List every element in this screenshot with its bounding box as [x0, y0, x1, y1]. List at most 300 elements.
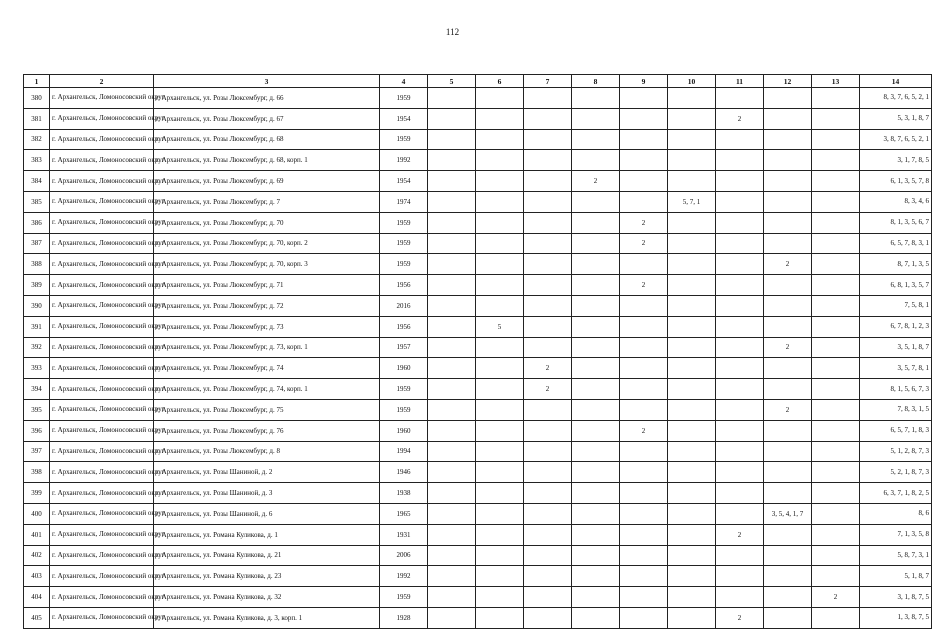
- col8-cell: [572, 399, 620, 420]
- col9-cell: [620, 566, 668, 587]
- table-row: [24, 379, 932, 400]
- year-cell: 1959: [380, 379, 428, 400]
- col8-cell: 2: [572, 171, 620, 192]
- district-cell: г. Архангельск, Ломоносовский округ: [50, 483, 154, 504]
- col5-cell: [428, 108, 476, 129]
- col13-cell: [812, 108, 860, 129]
- row-number-cell: 400: [24, 503, 50, 524]
- col9-cell: [620, 191, 668, 212]
- col8-cell: [572, 462, 620, 483]
- col9-cell: [620, 607, 668, 628]
- col11-cell: [716, 171, 764, 192]
- col8-cell: [572, 212, 620, 233]
- col12-cell: [764, 379, 812, 400]
- district-cell: г. Архангельск, Ломоносовский округ: [50, 88, 154, 109]
- table-row: [24, 441, 932, 462]
- col9-cell: [620, 129, 668, 150]
- col8-cell: [572, 316, 620, 337]
- column-header-1: 1: [24, 75, 50, 88]
- col10-cell: [668, 212, 716, 233]
- col10-cell: [668, 483, 716, 504]
- col13-cell: [812, 545, 860, 566]
- address-cell: г. Архангельск, ул. Романа Куликова, д. 1: [154, 524, 380, 545]
- col10-cell: [668, 150, 716, 171]
- col14-cell: 3, 5, 7, 8, 1: [860, 358, 932, 379]
- col10-cell: [668, 420, 716, 441]
- col9-cell: [620, 108, 668, 129]
- row-number-cell: 398: [24, 462, 50, 483]
- col8-cell: [572, 358, 620, 379]
- col6-cell: [476, 420, 524, 441]
- address-cell: г. Архангельск, ул. Розы Люксембург, д. 76: [154, 420, 380, 441]
- col5-cell: [428, 462, 476, 483]
- col6-cell: [476, 462, 524, 483]
- col14-cell: 8, 3, 7, 6, 5, 2, 1: [860, 88, 932, 109]
- col14-cell: 3, 1, 8, 7, 5: [860, 587, 932, 608]
- col14-cell: 8, 1, 3, 5, 6, 7: [860, 212, 932, 233]
- year-cell: 1959: [380, 212, 428, 233]
- col11-cell: [716, 233, 764, 254]
- col8-cell: [572, 295, 620, 316]
- col6-cell: [476, 607, 524, 628]
- col13-cell: [812, 150, 860, 171]
- col5-cell: [428, 545, 476, 566]
- col5-cell: [428, 316, 476, 337]
- col14-cell: 6, 7, 8, 1, 2, 3: [860, 316, 932, 337]
- district-cell: г. Архангельск, Ломоносовский округ: [50, 337, 154, 358]
- col6-cell: [476, 483, 524, 504]
- col5-cell: [428, 88, 476, 109]
- col10-cell: [668, 358, 716, 379]
- col8-cell: [572, 275, 620, 296]
- col6-cell: [476, 150, 524, 171]
- col11-cell: 2: [716, 108, 764, 129]
- col9-cell: [620, 150, 668, 171]
- row-number-cell: 396: [24, 420, 50, 441]
- col5-cell: [428, 399, 476, 420]
- col7-cell: [524, 337, 572, 358]
- col7-cell: [524, 88, 572, 109]
- col12-cell: [764, 233, 812, 254]
- district-cell: г. Архангельск, Ломоносовский округ: [50, 399, 154, 420]
- col11-cell: [716, 462, 764, 483]
- col7-cell: [524, 254, 572, 275]
- col12-cell: [764, 587, 812, 608]
- year-cell: 1938: [380, 483, 428, 504]
- col14-cell: 8, 1, 5, 6, 7, 3: [860, 379, 932, 400]
- col13-cell: [812, 212, 860, 233]
- row-number-cell: 392: [24, 337, 50, 358]
- col7-cell: [524, 399, 572, 420]
- col14-cell: 6, 5, 7, 1, 8, 3: [860, 420, 932, 441]
- col9-cell: [620, 399, 668, 420]
- row-number-cell: 403: [24, 566, 50, 587]
- col9-cell: [620, 337, 668, 358]
- col14-cell: 7, 5, 8, 1: [860, 295, 932, 316]
- col9-cell: [620, 503, 668, 524]
- col6-cell: [476, 212, 524, 233]
- address-cell: г. Архангельск, ул. Розы Люксембург, д. 71: [154, 275, 380, 296]
- col8-cell: [572, 150, 620, 171]
- row-number-cell: 390: [24, 295, 50, 316]
- col9-cell: [620, 254, 668, 275]
- col12-cell: 2: [764, 337, 812, 358]
- district-cell: г. Архангельск, Ломоносовский округ: [50, 295, 154, 316]
- year-cell: 1960: [380, 358, 428, 379]
- col12-cell: [764, 191, 812, 212]
- table-row: [24, 483, 932, 504]
- col6-cell: 5: [476, 316, 524, 337]
- year-cell: 1959: [380, 399, 428, 420]
- col10-cell: [668, 316, 716, 337]
- col8-cell: [572, 379, 620, 400]
- district-cell: г. Архангельск, Ломоносовский округ: [50, 275, 154, 296]
- district-cell: г. Архангельск, Ломоносовский округ: [50, 545, 154, 566]
- col7-cell: [524, 212, 572, 233]
- col9-cell: [620, 483, 668, 504]
- col6-cell: [476, 254, 524, 275]
- col12-cell: [764, 88, 812, 109]
- year-cell: 1931: [380, 524, 428, 545]
- col14-cell: 6, 3, 7, 1, 8, 2, 5: [860, 483, 932, 504]
- col14-cell: 6, 1, 3, 5, 7, 8: [860, 171, 932, 192]
- col5-cell: [428, 358, 476, 379]
- row-number-cell: 387: [24, 233, 50, 254]
- col9-cell: [620, 295, 668, 316]
- col6-cell: [476, 545, 524, 566]
- col8-cell: [572, 129, 620, 150]
- col10-cell: [668, 88, 716, 109]
- col7-cell: [524, 441, 572, 462]
- year-cell: 1974: [380, 191, 428, 212]
- address-cell: г. Архангельск, ул. Розы Люксембург, д. 68, корп. 1: [154, 150, 380, 171]
- col12-cell: [764, 150, 812, 171]
- district-cell: г. Архангельск, Ломоносовский округ: [50, 566, 154, 587]
- address-cell: г. Архангельск, ул. Розы Шаниной, д. 2: [154, 462, 380, 483]
- col10-cell: [668, 587, 716, 608]
- col14-cell: 3, 1, 7, 8, 5: [860, 150, 932, 171]
- row-number-cell: 381: [24, 108, 50, 129]
- address-cell: г. Архангельск, ул. Розы Люксембург, д. 72: [154, 295, 380, 316]
- table-body: [24, 88, 932, 629]
- col9-cell: 2: [620, 420, 668, 441]
- page-number: 112: [445, 27, 460, 37]
- row-number-cell: 394: [24, 379, 50, 400]
- col13-cell: [812, 524, 860, 545]
- col10-cell: [668, 503, 716, 524]
- col11-cell: [716, 316, 764, 337]
- row-number-cell: 384: [24, 171, 50, 192]
- col11-cell: [716, 191, 764, 212]
- col12-cell: [764, 358, 812, 379]
- col9-cell: [620, 462, 668, 483]
- col10-cell: [668, 337, 716, 358]
- col9-cell: [620, 524, 668, 545]
- col6-cell: [476, 587, 524, 608]
- row-number-cell: 389: [24, 275, 50, 296]
- address-cell: г. Архангельск, ул. Розы Люксембург, д. 74: [154, 358, 380, 379]
- col14-cell: 8, 7, 1, 3, 5: [860, 254, 932, 275]
- col6-cell: [476, 275, 524, 296]
- column-header-7: 7: [524, 75, 572, 88]
- col8-cell: [572, 587, 620, 608]
- district-cell: г. Архангельск, Ломоносовский округ: [50, 587, 154, 608]
- col6-cell: [476, 171, 524, 192]
- col13-cell: [812, 483, 860, 504]
- address-cell: г. Архангельск, ул. Романа Куликова, д. 32: [154, 587, 380, 608]
- district-cell: г. Архангельск, Ломоносовский округ: [50, 358, 154, 379]
- year-cell: 1956: [380, 316, 428, 337]
- address-cell: г. Архангельск, ул. Розы Люксембург, д. 67: [154, 108, 380, 129]
- col10-cell: [668, 171, 716, 192]
- col9-cell: [620, 316, 668, 337]
- col14-cell: 6, 8, 1, 3, 5, 7: [860, 275, 932, 296]
- col13-cell: [812, 607, 860, 628]
- col10-cell: [668, 566, 716, 587]
- address-cell: г. Архангельск, ул. Розы Люксембург, д. 8: [154, 441, 380, 462]
- col13-cell: [812, 275, 860, 296]
- col8-cell: [572, 441, 620, 462]
- col5-cell: [428, 607, 476, 628]
- table-row: [24, 191, 932, 212]
- row-number-cell: 395: [24, 399, 50, 420]
- col8-cell: [572, 420, 620, 441]
- col7-cell: [524, 191, 572, 212]
- col8-cell: [572, 191, 620, 212]
- row-number-cell: 380: [24, 88, 50, 109]
- year-cell: 1965: [380, 503, 428, 524]
- col13-cell: [812, 441, 860, 462]
- table-row: [24, 295, 932, 316]
- col13-cell: [812, 88, 860, 109]
- col10-cell: [668, 607, 716, 628]
- col10-cell: [668, 379, 716, 400]
- table-row: [24, 150, 932, 171]
- col6-cell: [476, 108, 524, 129]
- col13-cell: [812, 379, 860, 400]
- row-number-cell: 402: [24, 545, 50, 566]
- table-row: [24, 108, 932, 129]
- row-number-cell: 388: [24, 254, 50, 275]
- row-number-cell: 391: [24, 316, 50, 337]
- col11-cell: 2: [716, 607, 764, 628]
- col10-cell: [668, 462, 716, 483]
- col8-cell: [572, 524, 620, 545]
- col14-cell: 3, 8, 7, 6, 5, 2, 1: [860, 129, 932, 150]
- column-header-6: 6: [476, 75, 524, 88]
- year-cell: 1959: [380, 233, 428, 254]
- district-cell: г. Архангельск, Ломоносовский округ: [50, 191, 154, 212]
- col14-cell: 5, 1, 8, 7: [860, 566, 932, 587]
- col14-cell: 8, 6: [860, 503, 932, 524]
- col13-cell: [812, 420, 860, 441]
- col5-cell: [428, 129, 476, 150]
- table-row: [24, 587, 932, 608]
- district-cell: г. Архангельск, Ломоносовский округ: [50, 233, 154, 254]
- col10-cell: [668, 275, 716, 296]
- column-header-12: 12: [764, 75, 812, 88]
- address-cell: г. Архангельск, ул. Розы Люксембург, д. 69: [154, 171, 380, 192]
- col6-cell: [476, 88, 524, 109]
- col7-cell: [524, 171, 572, 192]
- table-row: [24, 88, 932, 109]
- column-header-5: 5: [428, 75, 476, 88]
- address-cell: г. Архангельск, ул. Розы Люксембург, д. 70, корп. 2: [154, 233, 380, 254]
- col11-cell: [716, 358, 764, 379]
- year-cell: 1959: [380, 254, 428, 275]
- col7-cell: [524, 316, 572, 337]
- col9-cell: [620, 587, 668, 608]
- col12-cell: 2: [764, 399, 812, 420]
- col7-cell: [524, 150, 572, 171]
- col12-cell: [764, 108, 812, 129]
- col5-cell: [428, 295, 476, 316]
- address-cell: г. Архангельск, ул. Розы Люксембург, д. 7: [154, 191, 380, 212]
- col9-cell: [620, 171, 668, 192]
- table-row: [24, 212, 932, 233]
- col11-cell: [716, 441, 764, 462]
- row-number-cell: 386: [24, 212, 50, 233]
- col14-cell: 1, 3, 8, 7, 5: [860, 607, 932, 628]
- year-cell: 1956: [380, 275, 428, 296]
- table-row: [24, 358, 932, 379]
- district-cell: г. Архангельск, Ломоносовский округ: [50, 524, 154, 545]
- col11-cell: [716, 503, 764, 524]
- col12-cell: [764, 295, 812, 316]
- year-cell: 1959: [380, 129, 428, 150]
- column-header-4: 4: [380, 75, 428, 88]
- col11-cell: [716, 587, 764, 608]
- year-cell: 2016: [380, 295, 428, 316]
- col8-cell: [572, 108, 620, 129]
- col6-cell: [476, 379, 524, 400]
- column-header-14: 14: [860, 75, 932, 88]
- table-row: [24, 566, 932, 587]
- col11-cell: [716, 337, 764, 358]
- address-cell: г. Архангельск, ул. Розы Люксембург, д. 74, корп. 1: [154, 379, 380, 400]
- column-header-10: 10: [668, 75, 716, 88]
- col13-cell: [812, 295, 860, 316]
- col14-cell: 5, 8, 7, 3, 1: [860, 545, 932, 566]
- table-row: [24, 399, 932, 420]
- district-cell: г. Архангельск, Ломоносовский округ: [50, 503, 154, 524]
- col6-cell: [476, 566, 524, 587]
- table-row: [24, 233, 932, 254]
- col9-cell: [620, 358, 668, 379]
- district-cell: г. Архангельск, Ломоносовский округ: [50, 420, 154, 441]
- col7-cell: 2: [524, 379, 572, 400]
- col9-cell: [620, 441, 668, 462]
- district-cell: г. Архангельск, Ломоносовский округ: [50, 607, 154, 628]
- col12-cell: 3, 5, 4, 1, 7: [764, 503, 812, 524]
- col7-cell: [524, 587, 572, 608]
- col7-cell: [524, 607, 572, 628]
- col5-cell: [428, 233, 476, 254]
- col12-cell: [764, 275, 812, 296]
- col5-cell: [428, 212, 476, 233]
- col8-cell: [572, 254, 620, 275]
- address-cell: г. Архангельск, ул. Розы Шаниной, д. 6: [154, 503, 380, 524]
- district-cell: г. Архангельск, Ломоносовский округ: [50, 212, 154, 233]
- year-cell: 1994: [380, 441, 428, 462]
- year-cell: 1957: [380, 337, 428, 358]
- year-cell: 1959: [380, 587, 428, 608]
- col5-cell: [428, 524, 476, 545]
- col11-cell: [716, 150, 764, 171]
- row-number-cell: 399: [24, 483, 50, 504]
- col7-cell: [524, 503, 572, 524]
- address-cell: г. Архангельск, ул. Романа Куликова, д. 21: [154, 545, 380, 566]
- col14-cell: 3, 5, 1, 8, 7: [860, 337, 932, 358]
- table-row: [24, 316, 932, 337]
- col5-cell: [428, 275, 476, 296]
- col13-cell: [812, 233, 860, 254]
- row-number-cell: 385: [24, 191, 50, 212]
- col13-cell: [812, 316, 860, 337]
- col12-cell: [764, 171, 812, 192]
- col10-cell: [668, 233, 716, 254]
- col8-cell: [572, 503, 620, 524]
- col8-cell: [572, 337, 620, 358]
- row-number-cell: 382: [24, 129, 50, 150]
- col10-cell: 5, 7, 1: [668, 191, 716, 212]
- col13-cell: 2: [812, 587, 860, 608]
- col12-cell: [764, 129, 812, 150]
- col5-cell: [428, 171, 476, 192]
- address-cell: г. Архангельск, ул. Розы Люксембург, д. 70, корп. 3: [154, 254, 380, 275]
- table-row: [24, 171, 932, 192]
- col8-cell: [572, 483, 620, 504]
- district-cell: г. Архангельск, Ломоносовский округ: [50, 129, 154, 150]
- district-cell: г. Архангельск, Ломоносовский округ: [50, 108, 154, 129]
- col9-cell: 2: [620, 233, 668, 254]
- address-cell: г. Архангельск, ул. Розы Люксембург, д. 73, корп. 1: [154, 337, 380, 358]
- col14-cell: 6, 5, 7, 8, 3, 1: [860, 233, 932, 254]
- address-cell: г. Архангельск, ул. Розы Люксембург, д. 70: [154, 212, 380, 233]
- col7-cell: [524, 524, 572, 545]
- row-number-cell: 404: [24, 587, 50, 608]
- address-cell: г. Архангельск, ул. Романа Куликова, д. 3, корп. 1: [154, 607, 380, 628]
- col10-cell: [668, 545, 716, 566]
- col6-cell: [476, 337, 524, 358]
- column-header-9: 9: [620, 75, 668, 88]
- table-row: [24, 420, 932, 441]
- col9-cell: [620, 88, 668, 109]
- col10-cell: [668, 399, 716, 420]
- column-header-8: 8: [572, 75, 620, 88]
- col5-cell: [428, 379, 476, 400]
- year-cell: 1928: [380, 607, 428, 628]
- column-header-13: 13: [812, 75, 860, 88]
- col7-cell: [524, 420, 572, 441]
- col9-cell: [620, 545, 668, 566]
- col5-cell: [428, 441, 476, 462]
- col11-cell: [716, 379, 764, 400]
- table-row: [24, 462, 932, 483]
- col11-cell: [716, 254, 764, 275]
- col6-cell: [476, 441, 524, 462]
- col12-cell: [764, 524, 812, 545]
- col6-cell: [476, 358, 524, 379]
- district-cell: г. Архангельск, Ломоносовский округ: [50, 254, 154, 275]
- col12-cell: 2: [764, 254, 812, 275]
- year-cell: 1992: [380, 566, 428, 587]
- col9-cell: 2: [620, 275, 668, 296]
- year-cell: 1959: [380, 88, 428, 109]
- col11-cell: [716, 129, 764, 150]
- col10-cell: [668, 129, 716, 150]
- table-header: [24, 75, 932, 88]
